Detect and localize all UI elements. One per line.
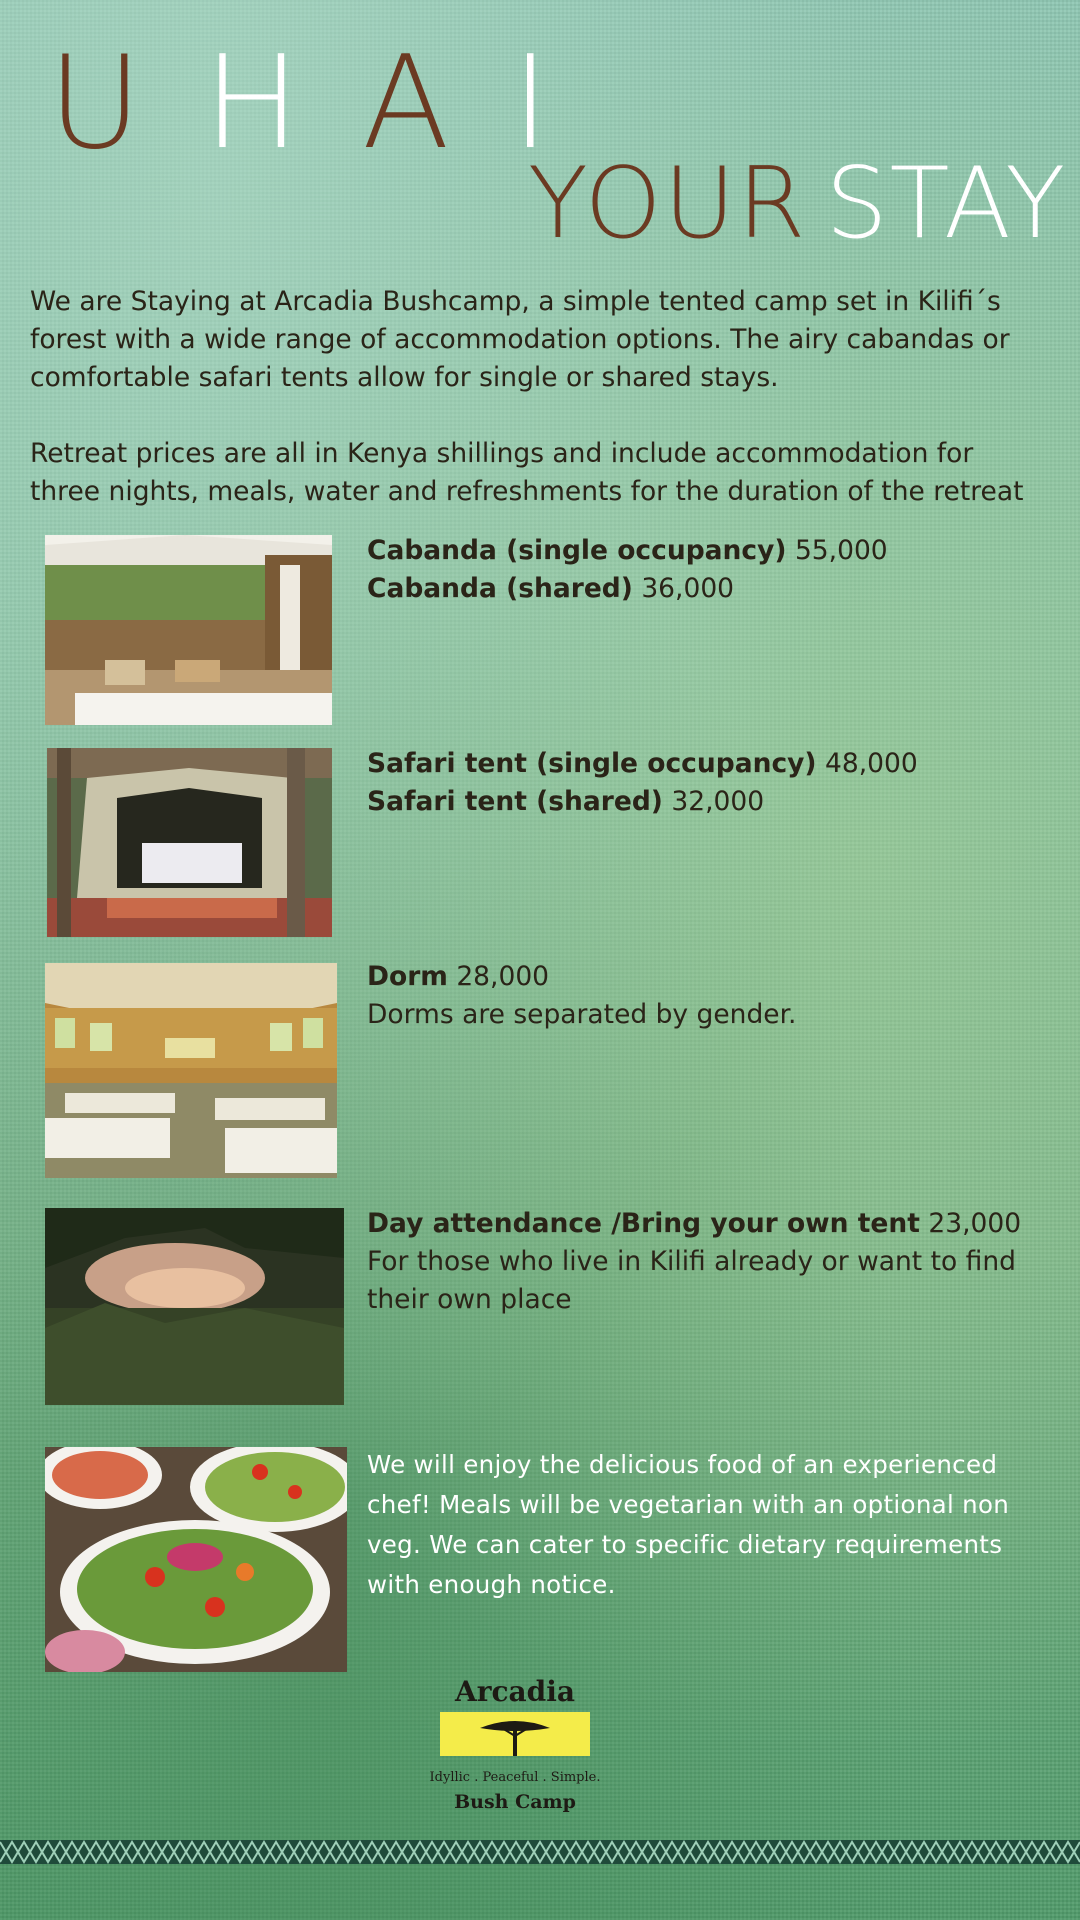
subtitle-word-stay: STAY xyxy=(825,147,1068,261)
option-price: 36,000 xyxy=(632,573,735,604)
option-line xyxy=(367,783,1027,821)
option-note: Dorms are separated by gender. xyxy=(367,999,797,1030)
option-label: Cabanda (single occupancy) xyxy=(367,535,787,566)
option-label: Safari tent (single occupancy) xyxy=(367,748,817,779)
option-price: 28,000 xyxy=(447,961,550,992)
option-label: Dorm xyxy=(367,961,448,992)
title-letter-i: I xyxy=(511,29,612,178)
safari-tent-photo xyxy=(47,748,332,937)
logo-subtitle: Bush Camp xyxy=(454,1791,576,1813)
pricing-note-paragraph: Retreat prices are all in Kenya shillings and include accommodation for three nights, meals, water and refreshments for the duration of the retreat xyxy=(30,438,1024,507)
dorm-pricing xyxy=(367,958,1027,1034)
decorative-border xyxy=(0,1840,1080,1864)
option-line xyxy=(367,1205,1027,1243)
logo-tagline: Idyllic . Peaceful . Simple. xyxy=(429,1770,601,1785)
option-line xyxy=(367,958,1027,996)
food-photo xyxy=(45,1447,347,1672)
cabanda-pricing xyxy=(367,532,1027,608)
option-line xyxy=(367,532,1027,570)
title-letter-u: U xyxy=(48,29,204,178)
option-label: Day attendance /Bring your own tent xyxy=(367,1208,920,1239)
title-letter-h: H xyxy=(203,29,362,178)
option-note: For those who live in Kilifi already or want to find their own place xyxy=(367,1246,1016,1315)
dorm-photo xyxy=(45,963,337,1178)
option-label: Cabanda (shared) xyxy=(367,573,633,604)
title-letter-a: A xyxy=(361,29,512,178)
day-attendance-pricing xyxy=(367,1205,1027,1319)
cabanda-photo xyxy=(45,535,332,725)
subtitle-word-your: YOUR xyxy=(528,147,808,261)
intro-paragraph: We are Staying at Arcadia Bushcamp, a simple tented camp set in Kilifi´s forest with a wide range of accommodation options. The airy cabandas or comfortable safari tents allow for single or shared stays. xyxy=(30,286,1010,393)
option-price: 32,000 xyxy=(662,786,765,817)
food-description: We will enjoy the delicious food of an experienced chef! Meals will be vegetarian with an optional non veg. We can cater to specific dietary requirements with enough notice. xyxy=(367,1450,1010,1599)
forest-photo xyxy=(45,1208,344,1405)
option-line xyxy=(367,745,1027,783)
option-label: Safari tent (shared) xyxy=(367,786,663,817)
title-uhai xyxy=(48,29,612,178)
logo-name: Arcadia xyxy=(454,1675,576,1708)
option-price: 23,000 xyxy=(919,1208,1022,1239)
option-line xyxy=(367,570,1027,608)
option-price: 48,000 xyxy=(816,748,918,779)
acacia-tree-icon xyxy=(440,1712,590,1756)
subtitle-your-stay xyxy=(528,147,1068,261)
safari-tent-pricing xyxy=(367,745,1027,821)
arcadia-logo xyxy=(420,1675,610,1835)
option-price: 55,000 xyxy=(786,535,888,566)
